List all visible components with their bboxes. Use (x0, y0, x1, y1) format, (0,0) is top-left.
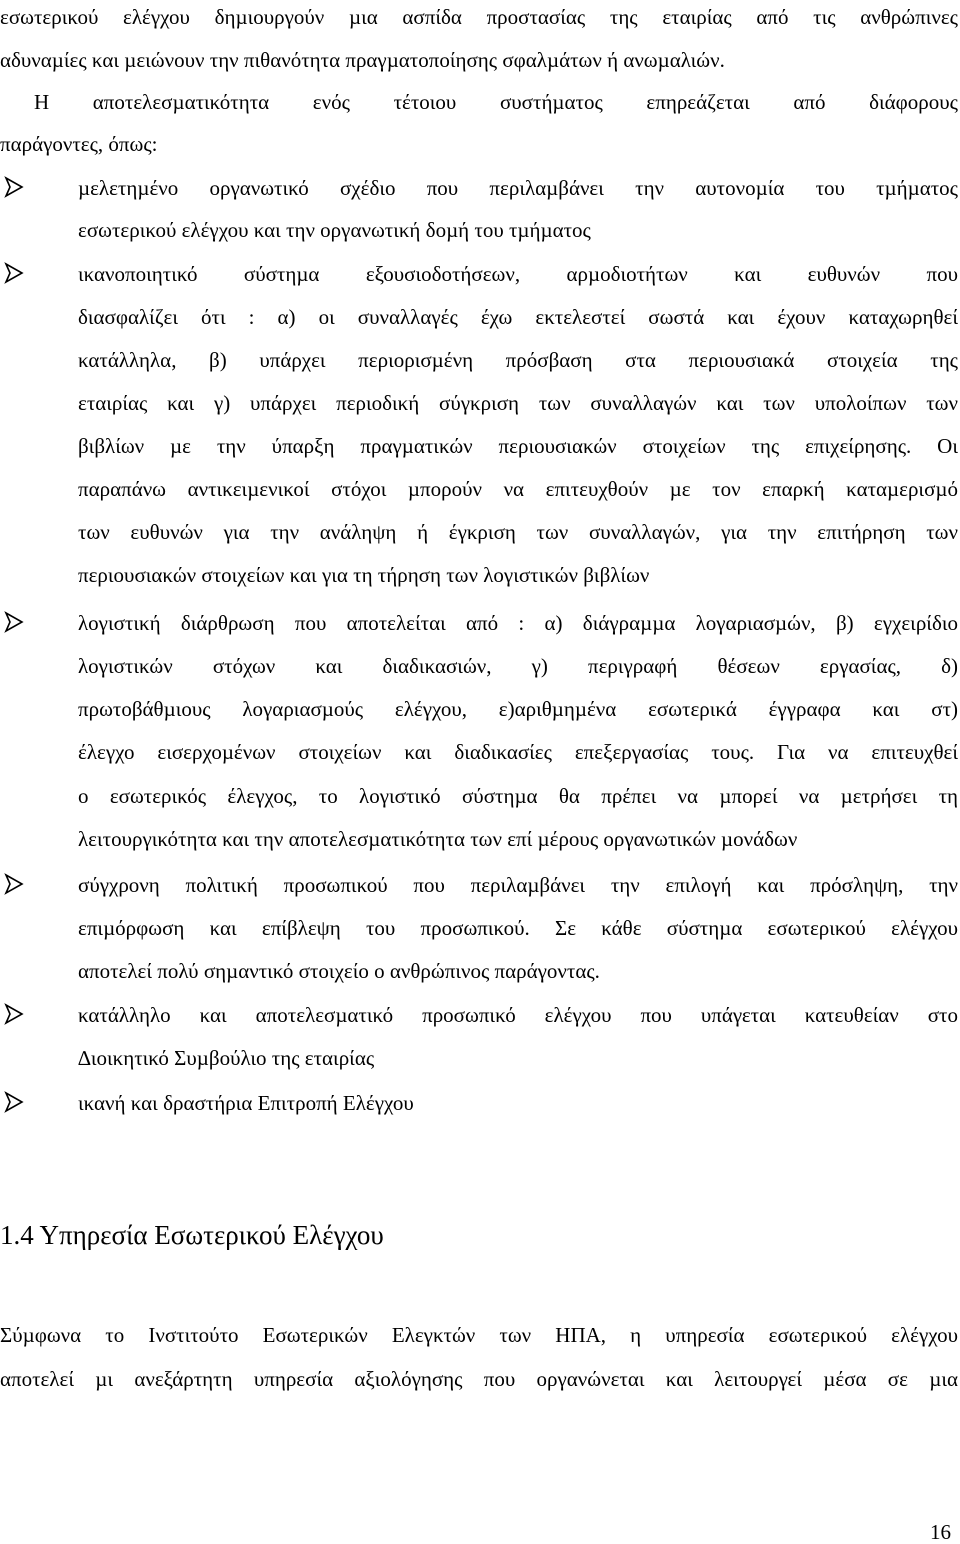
bullet-3-line-4: έλεγχο εισερχοµένων στοιχείων και διαδικασίες επεξεργασίας τους. Για να επιτευχθεί (78, 740, 958, 764)
bullet-3-line-2: λογιστικών στόχων και διαδικασιών, γ) περιγραφή θέσεων εργασίας, δ) (78, 654, 958, 678)
arrow-bullet-icon (4, 611, 24, 633)
intro-line-2: αδυναµίες και µειώνουν την πιθανότητα πραγµατοποίησης σφαλµάτων ή ανωµαλιών. (0, 48, 725, 72)
bullet-5-line-1: κατάλληλο και αποτελεσµατικό προσωπικό ελέγχου που υπάγεται κατευθείαν στο (78, 1003, 958, 1027)
arrow-bullet-icon (4, 1091, 24, 1113)
bullet-3-line-1: λογιστική διάρθρωση που αποτελείται από : α) διάγραµµα λογαριασµών, β) εγχειρίδιο (78, 611, 958, 635)
bullet-2-line-4: εταιρίας και γ) υπάρχει περιοδική σύγκριση των συναλλαγών και των υπολοίπων των (78, 391, 958, 415)
page-number: 16 (930, 1520, 951, 1544)
bullet-3-line-3: πρωτοβάθµιους λογαριασµούς ελέγχου, ε)αριθµηµένα εσωτερικά έγγραφα και στ) (78, 697, 958, 721)
arrow-bullet-icon (4, 262, 24, 284)
section-line-1: Σύµφωνα το Ινστιτούτο Εσωτερικών Ελεγκτών των ΗΠΑ, η υπηρεσία εσωτερικού ελέγχου (0, 1323, 958, 1347)
arrow-bullet-icon (4, 1003, 24, 1025)
intro-line-4: παράγοντες, όπως: (0, 132, 158, 156)
bullet-5-line-2: ∆ιοικητικό Συµβούλιο της εταιρίας (78, 1046, 375, 1070)
bullet-2-line-8: περιουσιακών στοιχείων και για τη τήρηση των λογιστικών βιβλίων (78, 563, 650, 587)
bullet-1-line-2: εσωτερικού ελέγχου και την οργανωτική δοµή του τµήµατος (78, 218, 591, 242)
bullet-2-line-2: διασφαλίζει ότι : α) οι συναλλαγές έχω εκτελεστεί σωστά και έχουν καταχωρηθεί (78, 305, 958, 329)
bullet-2-line-3: κατάλληλα, β) υπάρχει περιορισµένη πρόσβαση στα περιουσιακά στοιχεία της (78, 348, 958, 372)
bullet-2-line-1: ικανοποιητικό σύστηµα εξουσιοδοτήσεων, αρµοδιοτήτων και ευθυνών που (78, 262, 958, 286)
intro-line-3: Η αποτελεσµατικότητα ενός τέτοιου συστήµατος επηρεάζεται από διάφορους (34, 90, 958, 114)
bullet-4-line-1: σύγχρονη πολιτική προσωπικού που περιλαµβάνει την επιλογή και πρόσληψη, την (78, 873, 958, 897)
arrow-bullet-icon (4, 873, 24, 895)
bullet-4-line-2: επιµόρφωση και επίβλεψη του προσωπικού. Σε κάθε σύστηµα εσωτερικού ελέγχου (78, 916, 958, 940)
section-line-2: αποτελεί µι ανεξάρτητη υπηρεσία αξιολόγησης που οργανώνεται και λειτουργεί µέσα σε µια (0, 1367, 958, 1391)
arrow-bullet-icon (4, 176, 24, 198)
intro-line-1: εσωτερικού ελέγχου δηµιουργούν µια ασπίδα προστασίας της εταιρίας από τις ανθρώπινες (0, 5, 958, 29)
bullet-2-line-6: παραπάνω αντικειµενικοί στόχοι µπορούν να επιτευχθούν µε τον επαρκή καταµερισµό (78, 477, 958, 501)
bullet-3-line-6: λειτουργικότητα και την αποτελεσµατικότητα των επί µέρους οργανωτικών µονάδων (78, 827, 798, 851)
section-heading: 1.4 Υπηρεσία Εσωτερικού Ελέγχου (0, 1220, 384, 1250)
bullet-4-line-3: αποτελεί πολύ σηµαντικό στοιχείο ο ανθρώπινος παράγοντας. (78, 959, 600, 983)
bullet-6-line-1: ικανή και δραστήρια Επιτροπή Ελέγχου (78, 1091, 414, 1115)
bullet-2-line-7: των ευθυνών για την ανάληψη ή έγκριση των συναλλαγών, για την επιτήρηση των (78, 520, 958, 544)
bullet-2-line-5: βιβλίων µε την ύπαρξη πραγµατικών περιουσιακών στοιχείων της επιχείρησης. Οι (78, 434, 958, 458)
bullet-1-line-1: µελετηµένο οργανωτικό σχέδιο που περιλαµβάνει την αυτονοµία του τµήµατος (78, 176, 958, 200)
bullet-3-line-5: ο εσωτερικός έλεγχος, το λογιστικό σύστηµα θα πρέπει να µπορεί να µετρήσει τη (78, 784, 958, 808)
